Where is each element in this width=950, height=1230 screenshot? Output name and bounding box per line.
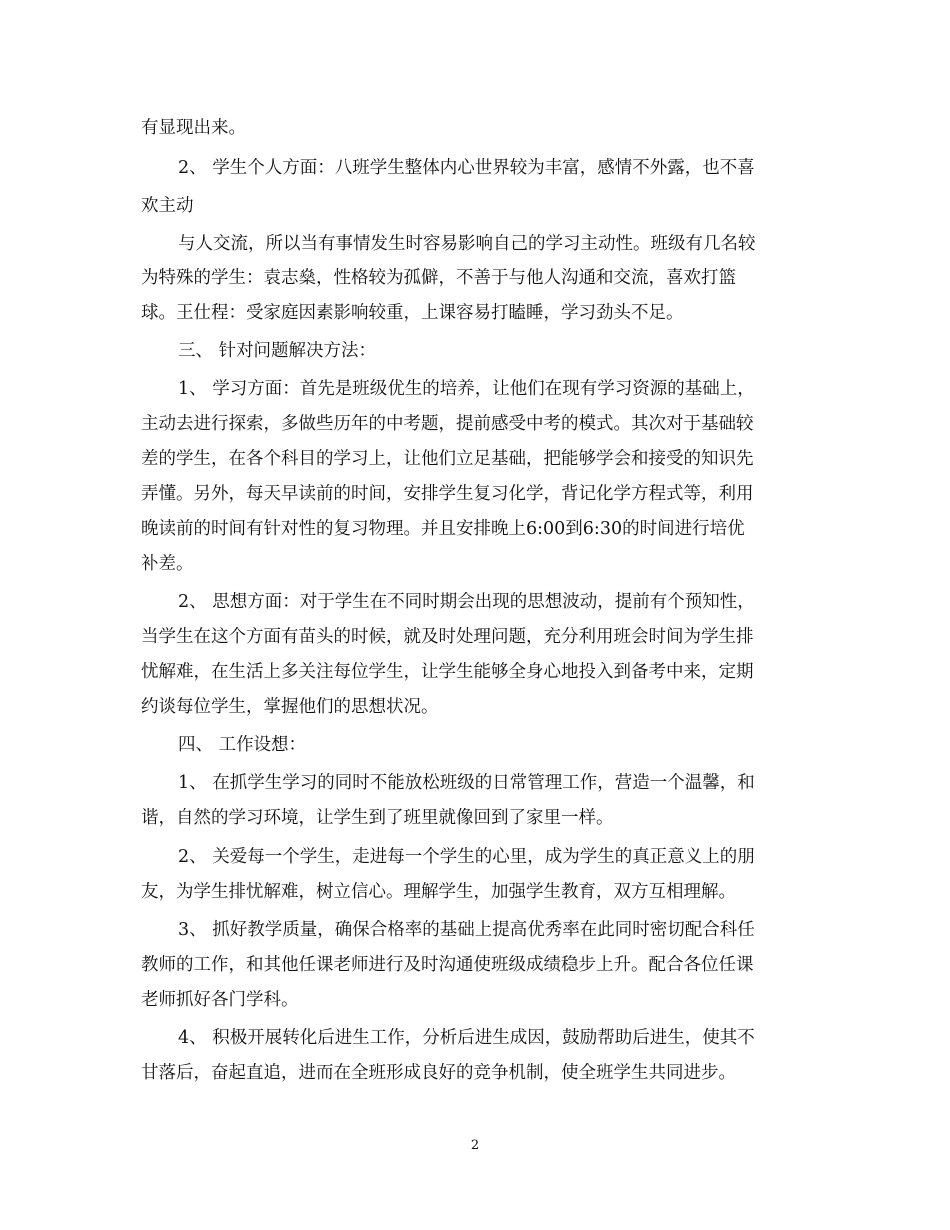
text-line: 弄懂。另外，每天早读前的时间，安排学生复习化学，背记化学方程式等，利用 (141, 484, 754, 504)
text-line: 与人交流，所以当有事情发生时容易影响自己的学习主动性。班级有几名较 (178, 234, 756, 254)
text-line: 1、 在抓学生学习的同时不能放松班级的日常管理工作，营造一个温馨，和 (178, 773, 755, 793)
text-line: 2、 思想方面：对于学生在不同时期会出现的思想波动，提前有个预知性， (178, 592, 755, 612)
text-line: 当学生在这个方面有苗头的时候，就及时处理问题，充分利用班会时间为学生排 (141, 627, 754, 647)
text-line: 1、 学习方面：首先是班级优生的培养，让他们在现有学习资源的基础上， (178, 379, 755, 399)
text-line: 老师抓好各门学科。 (141, 990, 299, 1010)
text-line: 4、 积极开展转化后进生工作，分析后进生成因，鼓励帮助后进生，使其不 (178, 1028, 755, 1048)
text-line: 欢主动 (141, 196, 194, 216)
text-line: 谐，自然的学习环境，让学生到了班里就像回到了家里一样。 (141, 808, 614, 828)
text-line: 约谈每位学生，掌握他们的思想状况。 (141, 697, 439, 717)
text-line: 教师的工作，和其他任课老师进行及时沟通使班级成绩稳步上升。配合各位任课 (141, 955, 754, 975)
text-line: 友，为学生排忧解难，树立信心。理解学生，加强学生教育，双方互相理解。 (141, 882, 736, 902)
section-heading: 四、 工作设想： (178, 735, 307, 755)
text-line: 球。王仕程：受家庭因素影响较重，上课容易打瞌睡，学习劲头不足。 (141, 303, 684, 323)
page-number: 2 (470, 1138, 480, 1153)
text-line: 甘落后，奋起直追，进而在全班形成良好的竞争机制，使全班学生共同进步。 (141, 1063, 736, 1083)
section-heading: 三、 针对问题解决方法： (178, 341, 377, 361)
text-line: 主动去进行探索，多做些历年的中考题，提前感受中考的模式。其次对于基础较 (141, 414, 754, 434)
text-line: 有显现出来。 (141, 118, 246, 138)
text-line: 差的学生，在各个科目的学习上，让他们立足基础，把能够学会和接受的知识先 (141, 449, 754, 469)
text-line: 2、 关爱每一个学生，走进每一个学生的心里，成为学生的真正意义上的朋 (178, 847, 755, 867)
text-line: 2、 学生个人方面：八班学生整体内心世界较为丰富，感情不外露，也不喜 (178, 158, 755, 178)
text-line: 忧解难，在生活上多关注每位学生，让学生能够全身心地投入到备考中来，定期 (141, 662, 754, 682)
text-line: 为特殊的学生：袁志燊，性格较为孤僻，不善于与他人沟通和交流，喜欢打篮 (141, 268, 736, 288)
text-line: 3、 抓好教学质量，确保合格率的基础上提高优秀率在此同时密切配合科任 (178, 920, 755, 940)
text-line: 补差。 (141, 554, 194, 574)
text-line: 晚读前的时间有针对性的复习物理。并且安排晚上6:00到6:30的时间进行培优 (141, 519, 745, 539)
